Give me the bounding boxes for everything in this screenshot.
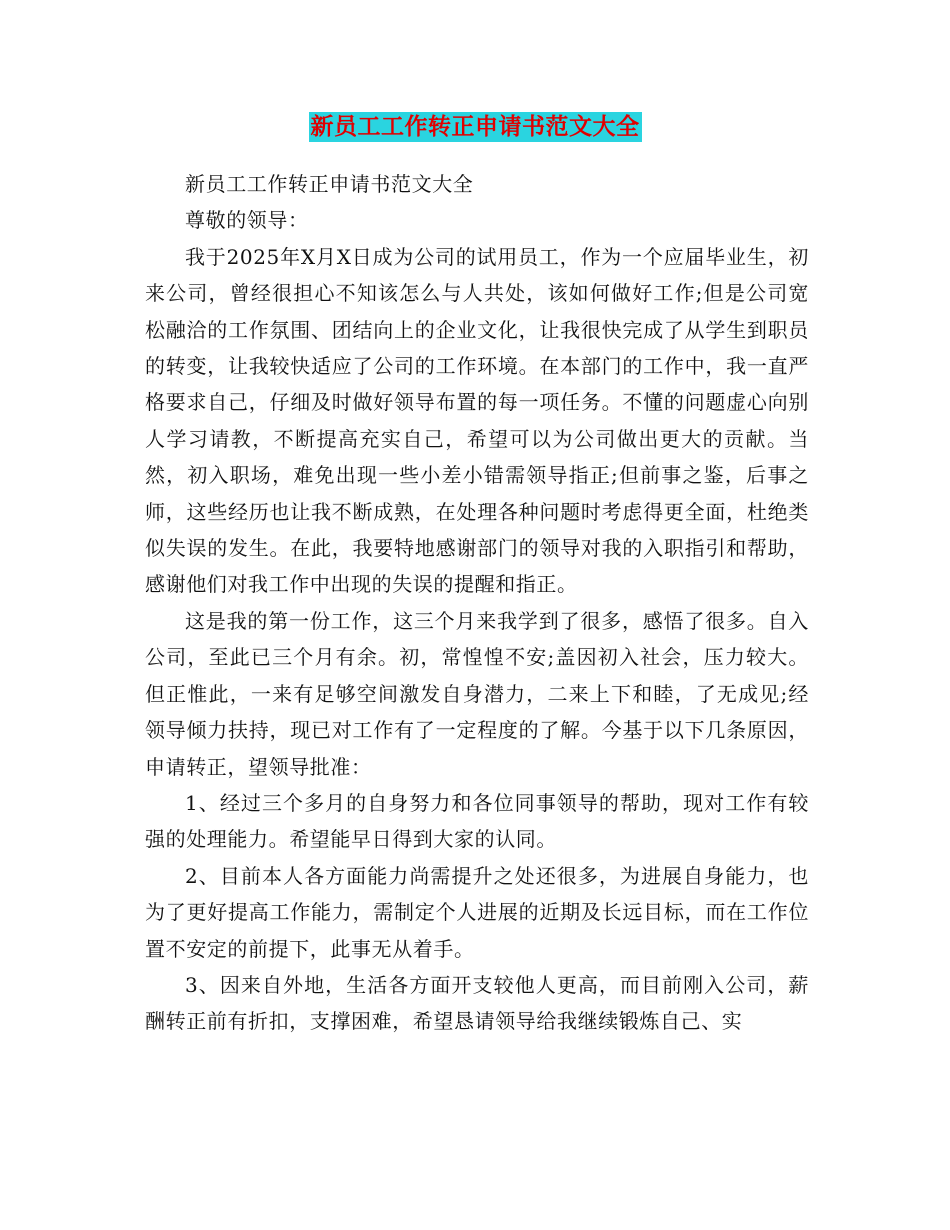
- body-paragraph: 我于2025年X月X日成为公司的试用员工，作为一个应届毕业生，初来公司，曾经很担心不知该怎么与人共处，该如何做好工作;但是公司宽松融洽的工作氛围、团结向上的企业文化，让我很快完成了从学生到职员的转变，让我较快适应了公司的工作环境。在本部门的工作中，我一直严格要求自己，仔细及时做好领导布置的每一项任务。不懂的问题虚心向别人学习请教，不断提高充实自己，希望可以为公司做出更大的贡献。当然，初入职场，难免出现一些小差小错需领导指正;但前事之鉴，后事之师，这些经历也让我不断成熟，在处理各种问题时考虑得更全面，杜绝类似失误的发生。在此，我要特地感谢部门的领导对我的入职指引和帮助，感谢他们对我工作中出现的失误的提醒和指正。: [145, 244, 809, 597]
- reason-item-1: 1、经过三个多月的自身努力和各位同事领导的帮助，现对工作有较强的处理能力。希望能早日得到大家的认同。: [145, 790, 809, 852]
- subtitle-paragraph: 新员工工作转正申请书范文大全: [185, 172, 474, 196]
- reason-item-2: 2、目前本人各方面能力尚需提升之处还很多，为进展自身能力，也为了更好提高工作能力，需制定个人进展的近期及长远目标，而在工作位置不安定的前提下，此事无从着手。: [145, 863, 809, 961]
- reason-item-3: 3、因来自外地，生活各方面开支较他人更高，而目前刚入公司，薪酬转正前有折扣，支撑困难，希望恳请领导给我继续锻炼自己、实: [145, 972, 809, 1034]
- body-paragraph: 这是我的第一份工作，这三个月来我学到了很多，感悟了很多。自入公司，至此已三个月有余。初，常惶惶不安;盖因初入社会，压力较大。但正惟此，一来有足够空间激发自身潜力，二来上下和睦，了无成见;经领导倾力扶持，现已对工作有了一定程度的了解。今基于以下几条原因，申请转正，望领导批准：: [145, 608, 809, 779]
- title-row: [0, 112, 950, 142]
- document-title: 新员工工作转正申请书范文大全: [310, 113, 640, 140]
- salutation-paragraph: 尊敬的领导：: [185, 208, 309, 233]
- document-body: [145, 166, 809, 1040]
